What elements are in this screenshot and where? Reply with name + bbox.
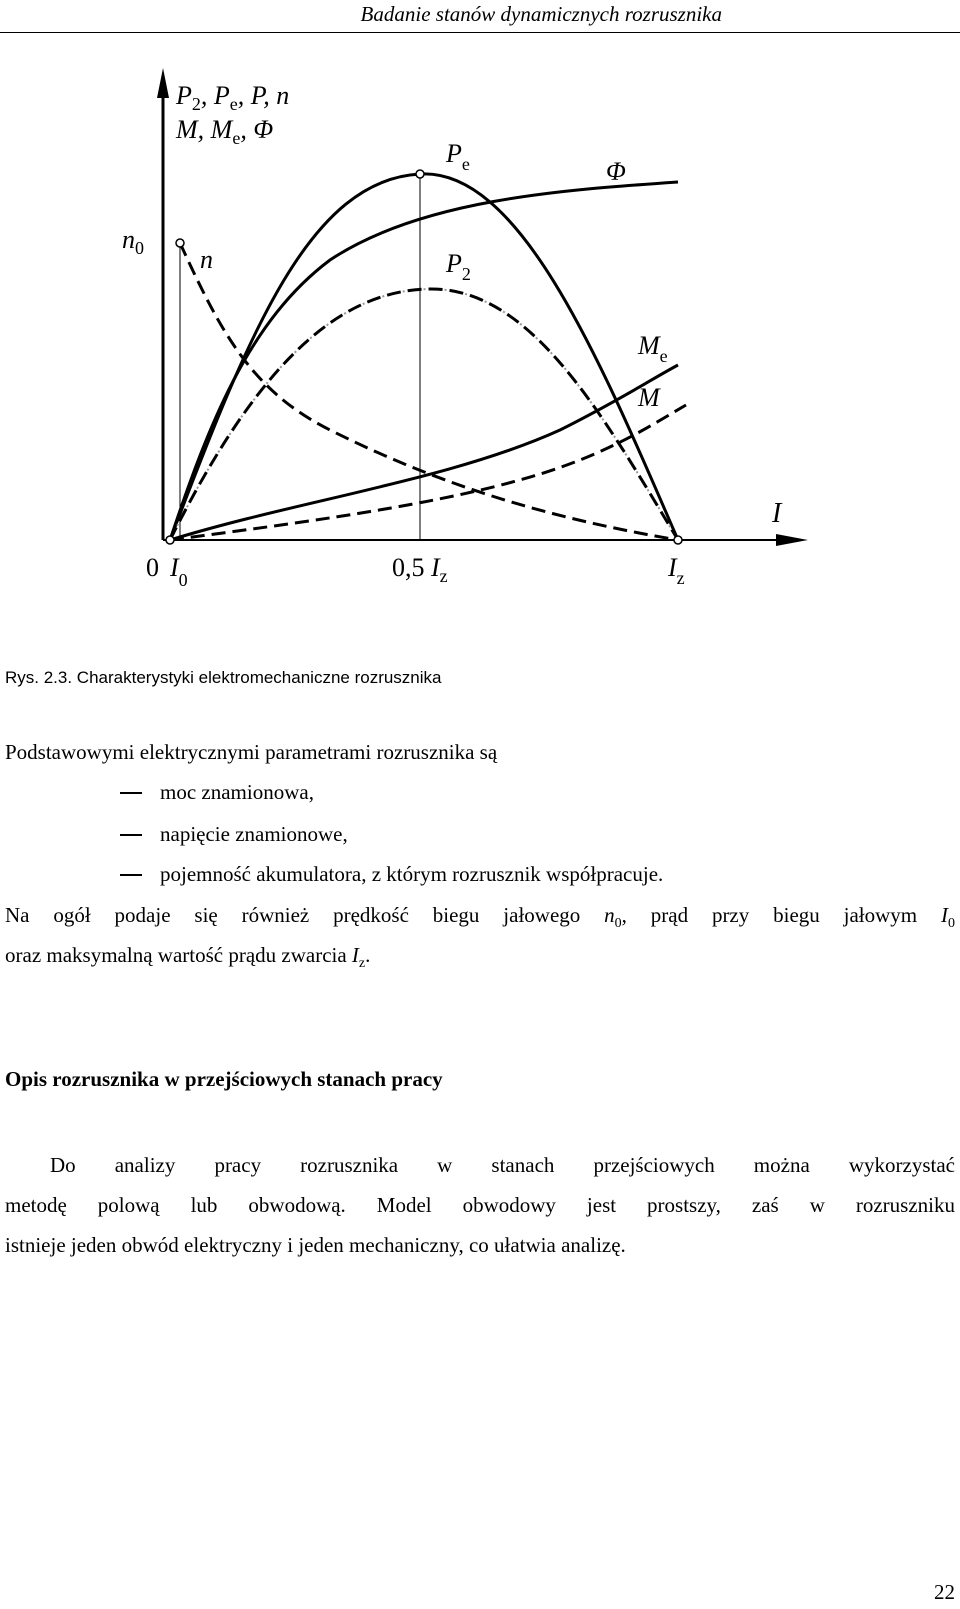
label-Iz: $I_z$ [668, 553, 685, 588]
dash-bullet-icon [120, 834, 142, 836]
y-axis-arrow [157, 68, 169, 98]
figure-caption: Rys. 2.3. Charakterystyki elektromechaniczne rozrusznika [5, 668, 442, 687]
label-P2: $P_2$ [446, 249, 471, 284]
marker-Pe-max [416, 170, 424, 178]
intro-text: Podstawowymi elektrycznymi parametrami rozrusznika są [5, 740, 498, 764]
dash-bullet-icon [120, 874, 142, 876]
bullet-text: pojemność akumulatora, z którym rozrusznik współpracuje. [160, 862, 664, 886]
label-I0: $I_0$ [170, 553, 188, 590]
label-origin: 0 [146, 553, 159, 582]
label-x-axis: I [772, 498, 782, 529]
paragraph-2-line-3: istnieje jeden obwód elektryczny i jeden mechaniczny, co ułatwia analizę. [5, 1233, 626, 1257]
paragraph-1-line-2: oraz maksymalną wartość prądu zwarcia $I_z$. [5, 943, 371, 972]
label-M: M [638, 383, 660, 412]
running-title: Badanie stanów dynamicznych rozrusznika [360, 2, 722, 26]
label-Phi: Φ [606, 157, 626, 186]
curve-Me [170, 365, 678, 540]
paragraph-1-line-1: Na ogół podaje się również prędkość biegu jałowego $n_0$, prąd przy biegu jałowym $I_0$ [5, 903, 955, 932]
label-Pe: $P_e$ [446, 139, 470, 174]
running-header [0, 0, 960, 33]
label-n: n [200, 245, 213, 274]
paragraph-2-line-2: metodę polową lub obwodową. Model obwodowy jest prostszy, zaś w rozruszniku [5, 1193, 955, 1217]
marker-Iz [674, 536, 682, 544]
marker-n0 [176, 239, 184, 247]
characteristics-figure [0, 50, 960, 610]
page-number: 22 [934, 1580, 955, 1604]
bullet-text: moc znamionowa, [160, 780, 314, 804]
dash-bullet-icon [120, 792, 142, 794]
label-y-axis2: M, $M_e$, Φ [176, 115, 274, 148]
x-axis-arrow [776, 534, 808, 546]
label-Me: $M_e$ [638, 331, 668, 366]
label-n0: $n_0$ [122, 225, 144, 258]
section-heading: Opis rozrusznika w przejściowych stanach pracy [5, 1067, 443, 1091]
bullet-text: napięcie znamionowe, [160, 822, 348, 846]
marker-origin [166, 536, 174, 544]
label-half-Iz: 0,5 $I_z$ [392, 553, 448, 586]
paragraph-2-line-1: Do analizy pracy rozrusznika w stanach przejściowych można wykorzystać [50, 1153, 955, 1177]
label-y-axis: $P_2$, $P_e$, P, n [176, 81, 290, 114]
